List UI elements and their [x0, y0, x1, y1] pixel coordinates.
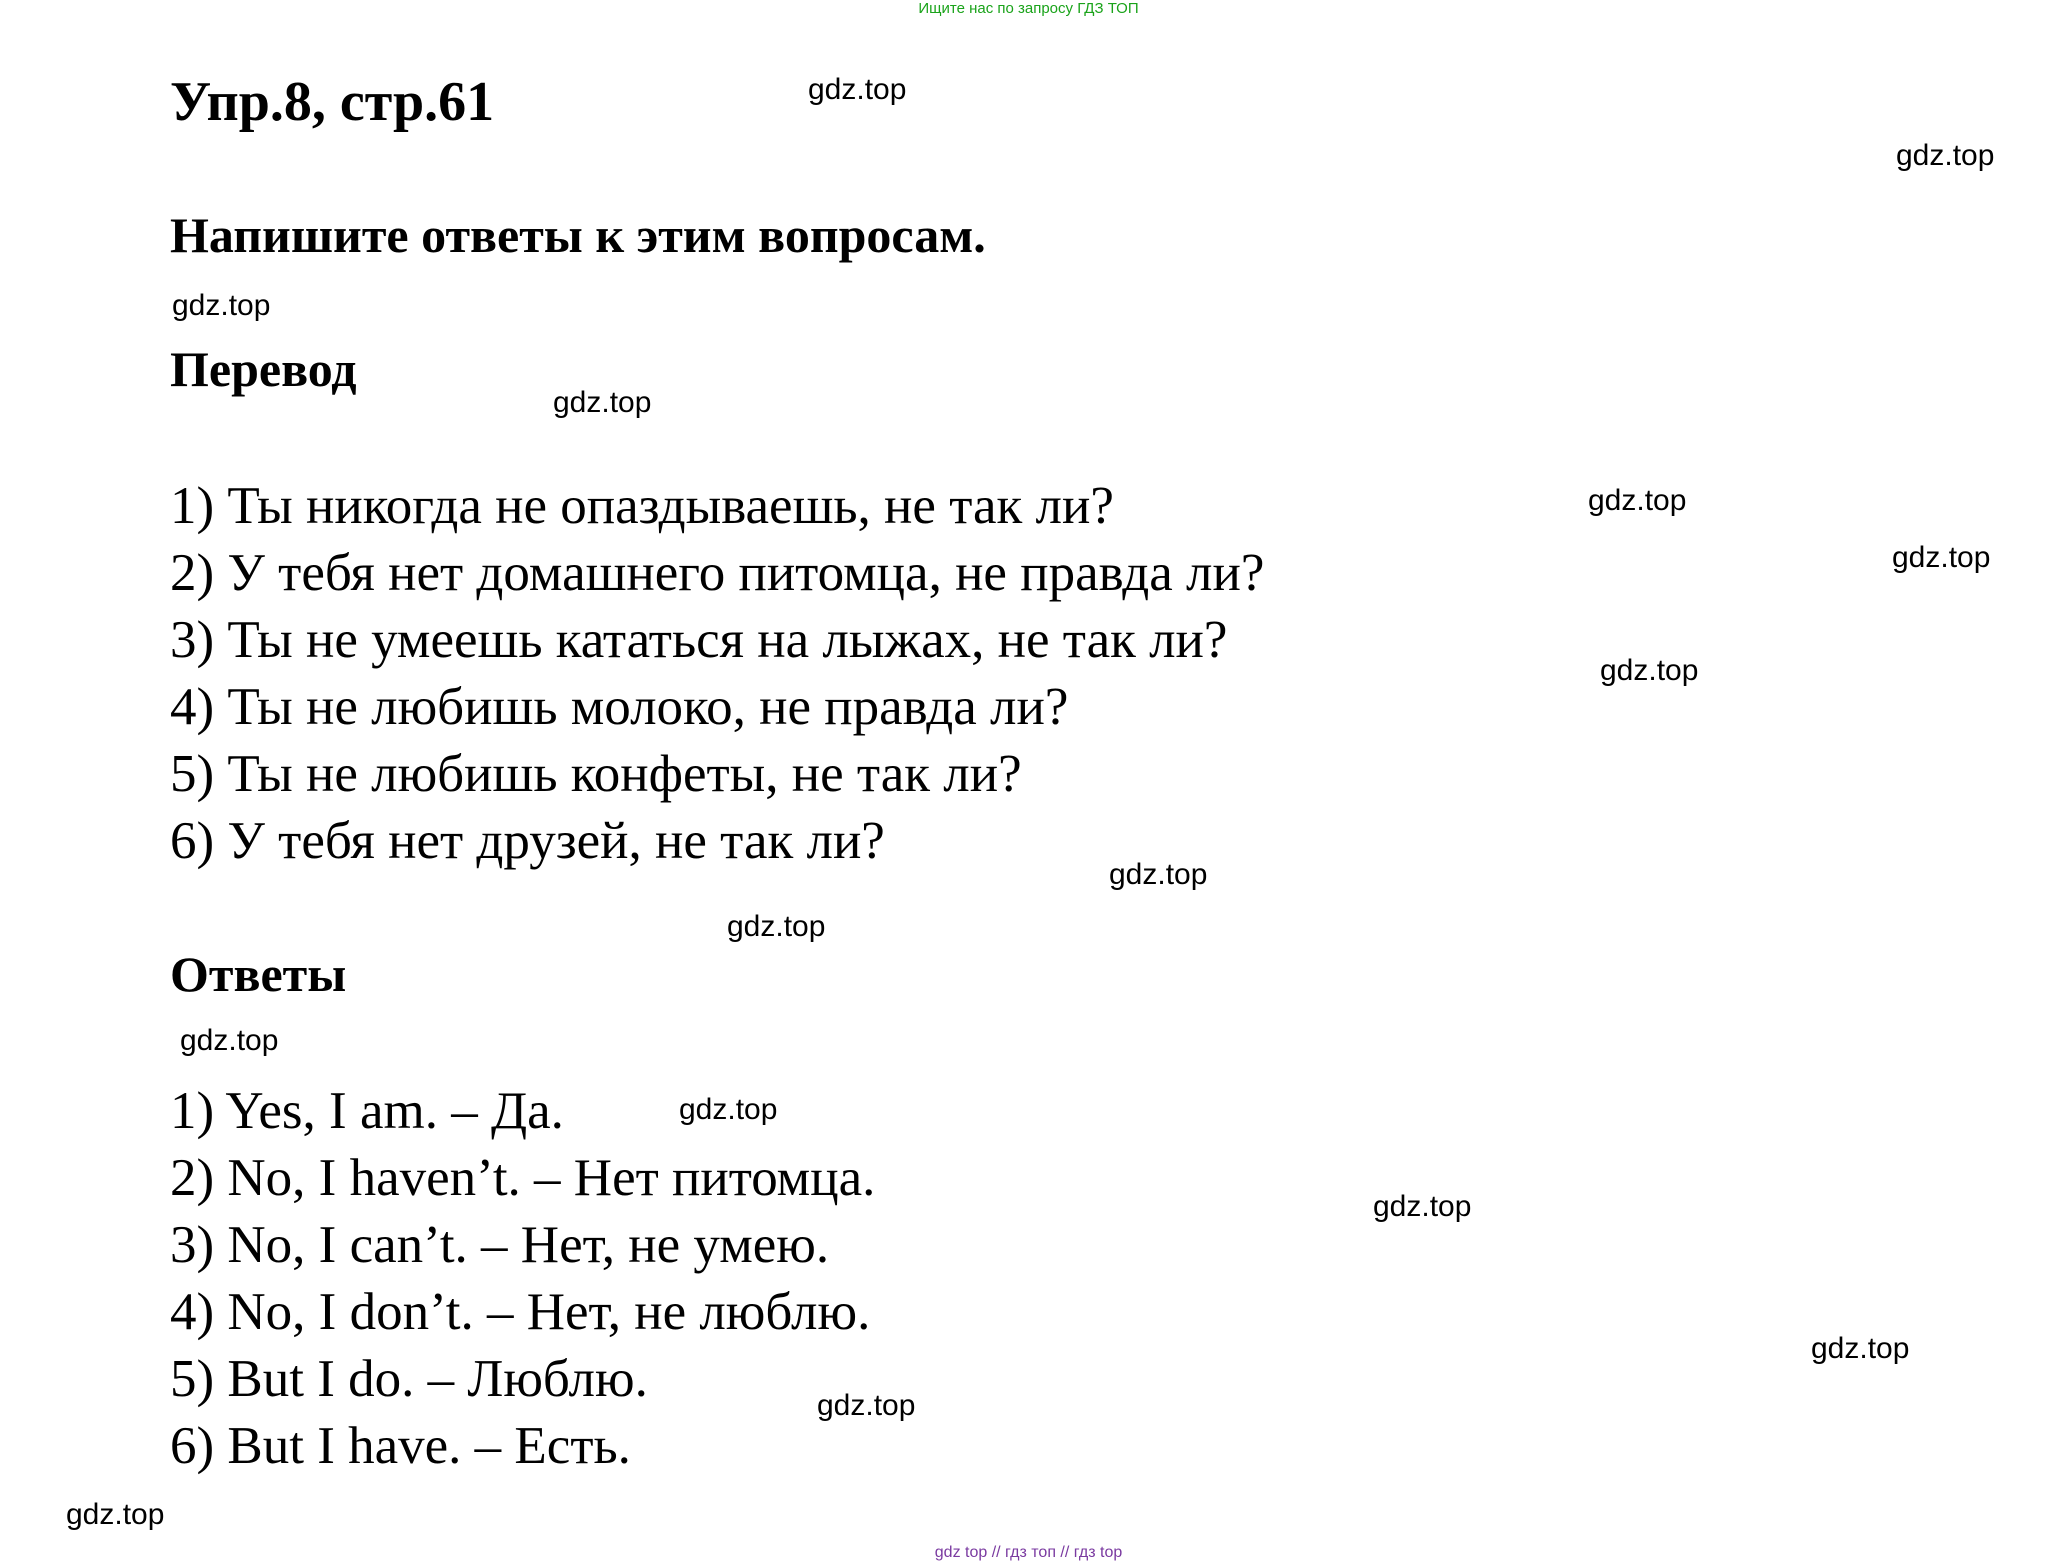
top-banner: Ищите нас по запросу ГДЗ ТОП [918, 0, 1139, 17]
watermark: gdz.top [172, 289, 271, 322]
watermark: gdz.top [1600, 654, 1699, 687]
watermark: gdz.top [180, 1024, 279, 1057]
list-item: 1) Ты никогда не опаздываешь, не так ли? [170, 477, 1114, 535]
watermark: gdz.top [66, 1498, 165, 1531]
watermark: gdz.top [1588, 484, 1687, 517]
list-item: 5) Ты не любишь конфеты, не так ли? [170, 745, 1022, 803]
list-item: 4) Ты не любишь молоко, не правда ли? [170, 678, 1069, 736]
watermark: gdz.top [1109, 858, 1208, 891]
watermark: gdz.top [1892, 541, 1991, 574]
footer-links: gdz top // гдз топ // гдз top [934, 1544, 1123, 1561]
translation-heading: Перевод [170, 341, 357, 397]
list-item: 6) But I have. – Есть. [170, 1417, 631, 1475]
list-item: 1) Yes, I am. – Да. [170, 1082, 564, 1140]
watermark: gdz.top [817, 1389, 916, 1422]
translation-list [170, 473, 1264, 875]
page-title: Упр.8, стр.61 [170, 71, 495, 133]
list-item: 4) No, I don’t. – Нет, не люблю. [170, 1283, 871, 1341]
watermark: gdz.top [1373, 1190, 1472, 1223]
watermark: gdz.top [1896, 139, 1995, 172]
watermark: gdz.top [808, 73, 907, 106]
answers-list [170, 1078, 875, 1480]
list-item: 3) Ты не умеешь кататься на лыжах, не так ли? [170, 611, 1228, 669]
watermark: gdz.top [727, 910, 826, 943]
list-item: 2) У тебя нет домашнего питомца, не правда ли? [170, 544, 1265, 602]
instruction-heading: Напишите ответы к этим вопросам. [170, 207, 986, 263]
watermark: gdz.top [553, 386, 652, 419]
watermark: gdz.top [1811, 1332, 1910, 1365]
answers-heading: Ответы [170, 946, 347, 1002]
watermark: gdz.top [679, 1093, 778, 1126]
list-item: 5) But I do. – Люблю. [170, 1350, 648, 1408]
list-item: 3) No, I can’t. – Нет, не умею. [170, 1216, 830, 1274]
list-item: 2) No, I haven’t. – Нет питомца. [170, 1149, 876, 1207]
list-item: 6) У тебя нет друзей, не так ли? [170, 812, 885, 870]
